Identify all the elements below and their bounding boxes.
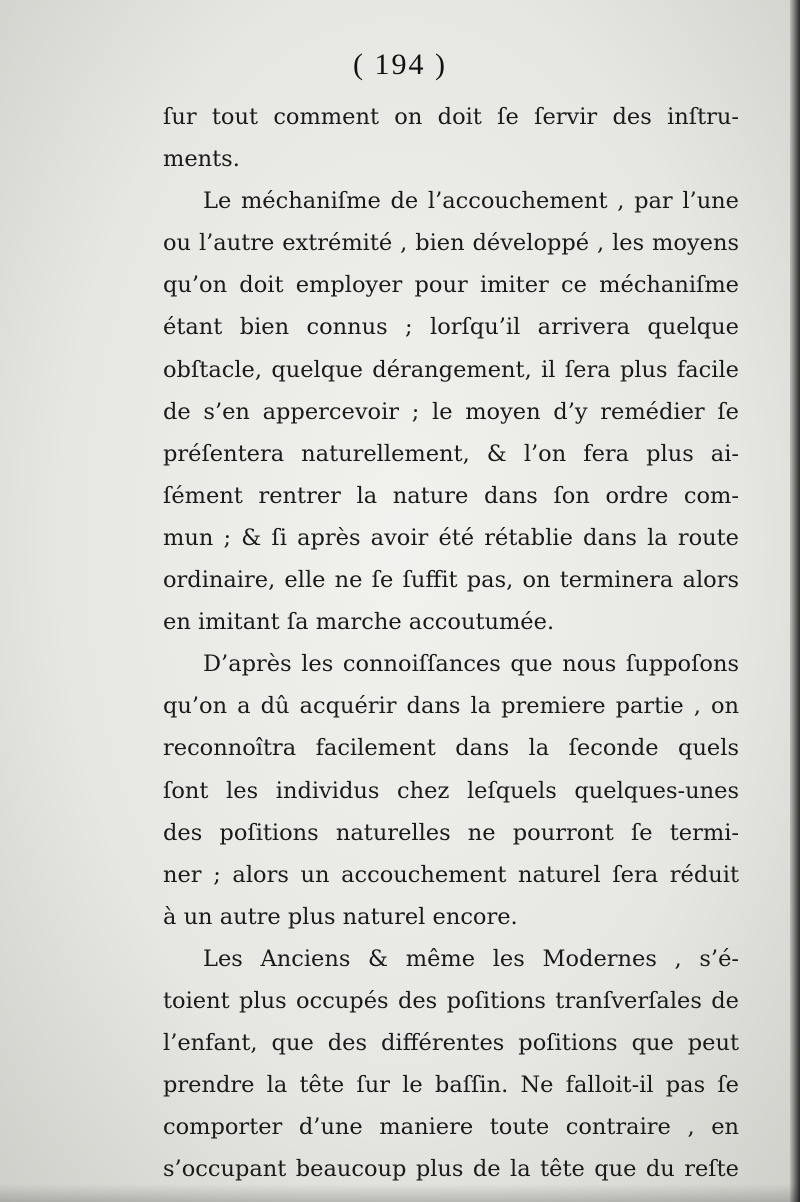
text-line: de s’en appercevoir ; le moyen d’y remédier ſe [163, 398, 739, 425]
text-line: étant bien connus ; lorſqu’il arrivera quelque [163, 314, 739, 341]
text-line: reconnoîtra facilement dans la ſeconde quels [163, 735, 739, 762]
text-line: l’enfant, que des différentes poſitions que peut [163, 1030, 739, 1057]
text-line: en imitant ſa marche accoutumée. [163, 609, 555, 636]
body-text [163, 96, 739, 1190]
text-line: comporter d’une maniere toute contraire , en [163, 1114, 739, 1141]
text-line: ner ; alors un accouchement naturel ſera réduit [163, 861, 739, 888]
text-line: D’après les connoiſſances que nous ſuppoſons [203, 651, 739, 678]
page-edge [790, 0, 800, 1202]
text-line: toient plus occupés des poſitions tranſverſales de [163, 987, 739, 1014]
text-line: des poſitions naturelles ne pourront ſe termi- [163, 819, 739, 846]
text-line: préſentera naturellement, & l’on fera plus ai- [163, 440, 739, 467]
text-line: ſément rentrer la nature dans ſon ordre com- [163, 482, 739, 509]
text-line: ordinaire, elle ne ſe ſuffit pas, on terminera alors [163, 567, 739, 594]
page-number: ( 194 ) [353, 48, 447, 81]
text-line: ſur tout comment on doit ſe ſervir des inſtru- [163, 104, 739, 130]
text-line: ments. [163, 146, 240, 173]
text-line: mun ; & ſi après avoir été rétablie dans la route [163, 524, 739, 551]
text-line: Le méchaniſme de l’accouchement , par l’une [203, 188, 739, 215]
text-line: ou l’autre extrémité , bien développé , les moyens [163, 230, 739, 257]
text-line: prendre la tête ſur le baſſin. Ne falloit-il pas ſe [163, 1072, 739, 1099]
text-line: s’occupant beaucoup plus de la tête que du reſte [163, 1156, 739, 1183]
text-line: Les Anciens & même les Modernes , s’é- [203, 945, 739, 972]
text-line: qu’on doit employer pour imiter ce méchaniſme [163, 272, 739, 299]
text-line: qu’on a dû acquérir dans la premiere partie , on [163, 693, 739, 720]
text-line: à un autre plus naturel encore. [163, 903, 518, 930]
text-line: obſtacle, quelque dérangement, il ſera plus facile [163, 356, 739, 383]
text-line: ſont les individus chez leſquels quelques-unes [163, 777, 739, 804]
